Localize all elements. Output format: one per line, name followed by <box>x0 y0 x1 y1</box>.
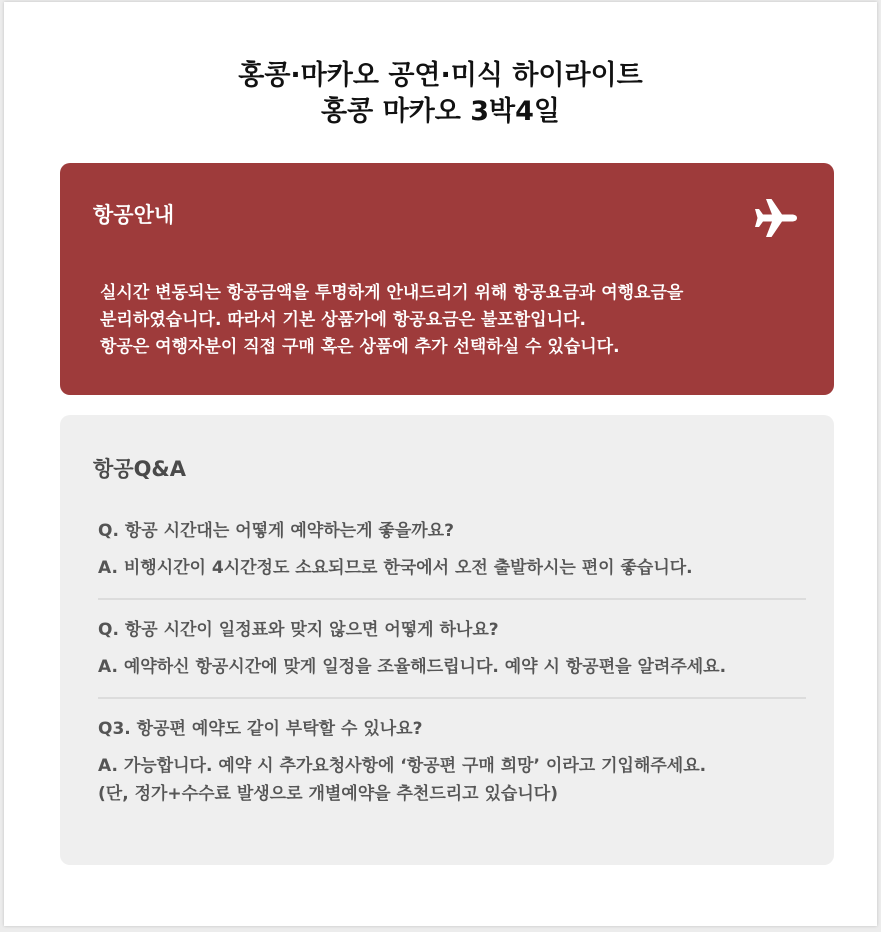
qa-answer <box>98 554 806 582</box>
qa-answer-line: A. 가능합니다. 예약 시 추가요청사항에 ‘항공편 구매 희망’ 이라고 기입해주세요. <box>98 756 707 776</box>
qa-answer <box>98 752 806 808</box>
flight-info-title: 항공안내 <box>93 203 175 227</box>
page-title-line2: 홍콩 마카오 3박4일 <box>321 96 560 127</box>
notice-line: 실시간 변동되는 항공금액을 투명하게 안내드리기 위해 항공요금과 여행요금을 <box>100 283 684 303</box>
qa-item <box>98 507 806 600</box>
qa-question: Q. 항공 시간대는 어떻게 예약하는게 좋을까요? <box>98 521 454 541</box>
page-title <box>4 58 877 130</box>
qa-item <box>98 600 806 699</box>
qa-list <box>98 507 806 824</box>
flight-qa-title: 항공Q&A <box>93 457 186 481</box>
product-detail-page <box>4 2 877 926</box>
qa-answer-line: A. 비행시간이 4시간정도 소요되므로 한국에서 오전 출발하시는 편이 좋습니다. <box>98 558 693 578</box>
notice-line: 분리하였습니다. 따라서 기본 상품가에 항공요금은 불포함입니다. <box>100 310 586 330</box>
qa-answer-line: (단, 정가+수수료 발생으로 개별예약을 추천드리고 있습니다) <box>98 784 558 804</box>
qa-question: Q. 항공 시간이 일정표와 맞지 않으면 어떻게 하나요? <box>98 620 499 640</box>
qa-question: Q3. 항공편 예약도 같이 부탁할 수 있나요? <box>98 719 423 739</box>
airplane-icon <box>753 196 799 240</box>
notice-line: 항공은 여행자분이 직접 구매 혹은 상품에 추가 선택하실 수 있습니다. <box>100 337 620 357</box>
qa-item <box>98 699 806 824</box>
qa-answer-line: A. 예약하신 항공시간에 맞게 일정을 조율해드립니다. 예약 시 항공편을 알려주세요. <box>98 657 727 677</box>
page-title-line1: 홍콩·마카오 공연·미식 하이라이트 <box>238 60 643 91</box>
flight-qa-card <box>60 415 834 865</box>
flight-info-card <box>60 163 834 395</box>
flight-info-notice <box>100 280 800 361</box>
qa-answer <box>98 653 806 681</box>
